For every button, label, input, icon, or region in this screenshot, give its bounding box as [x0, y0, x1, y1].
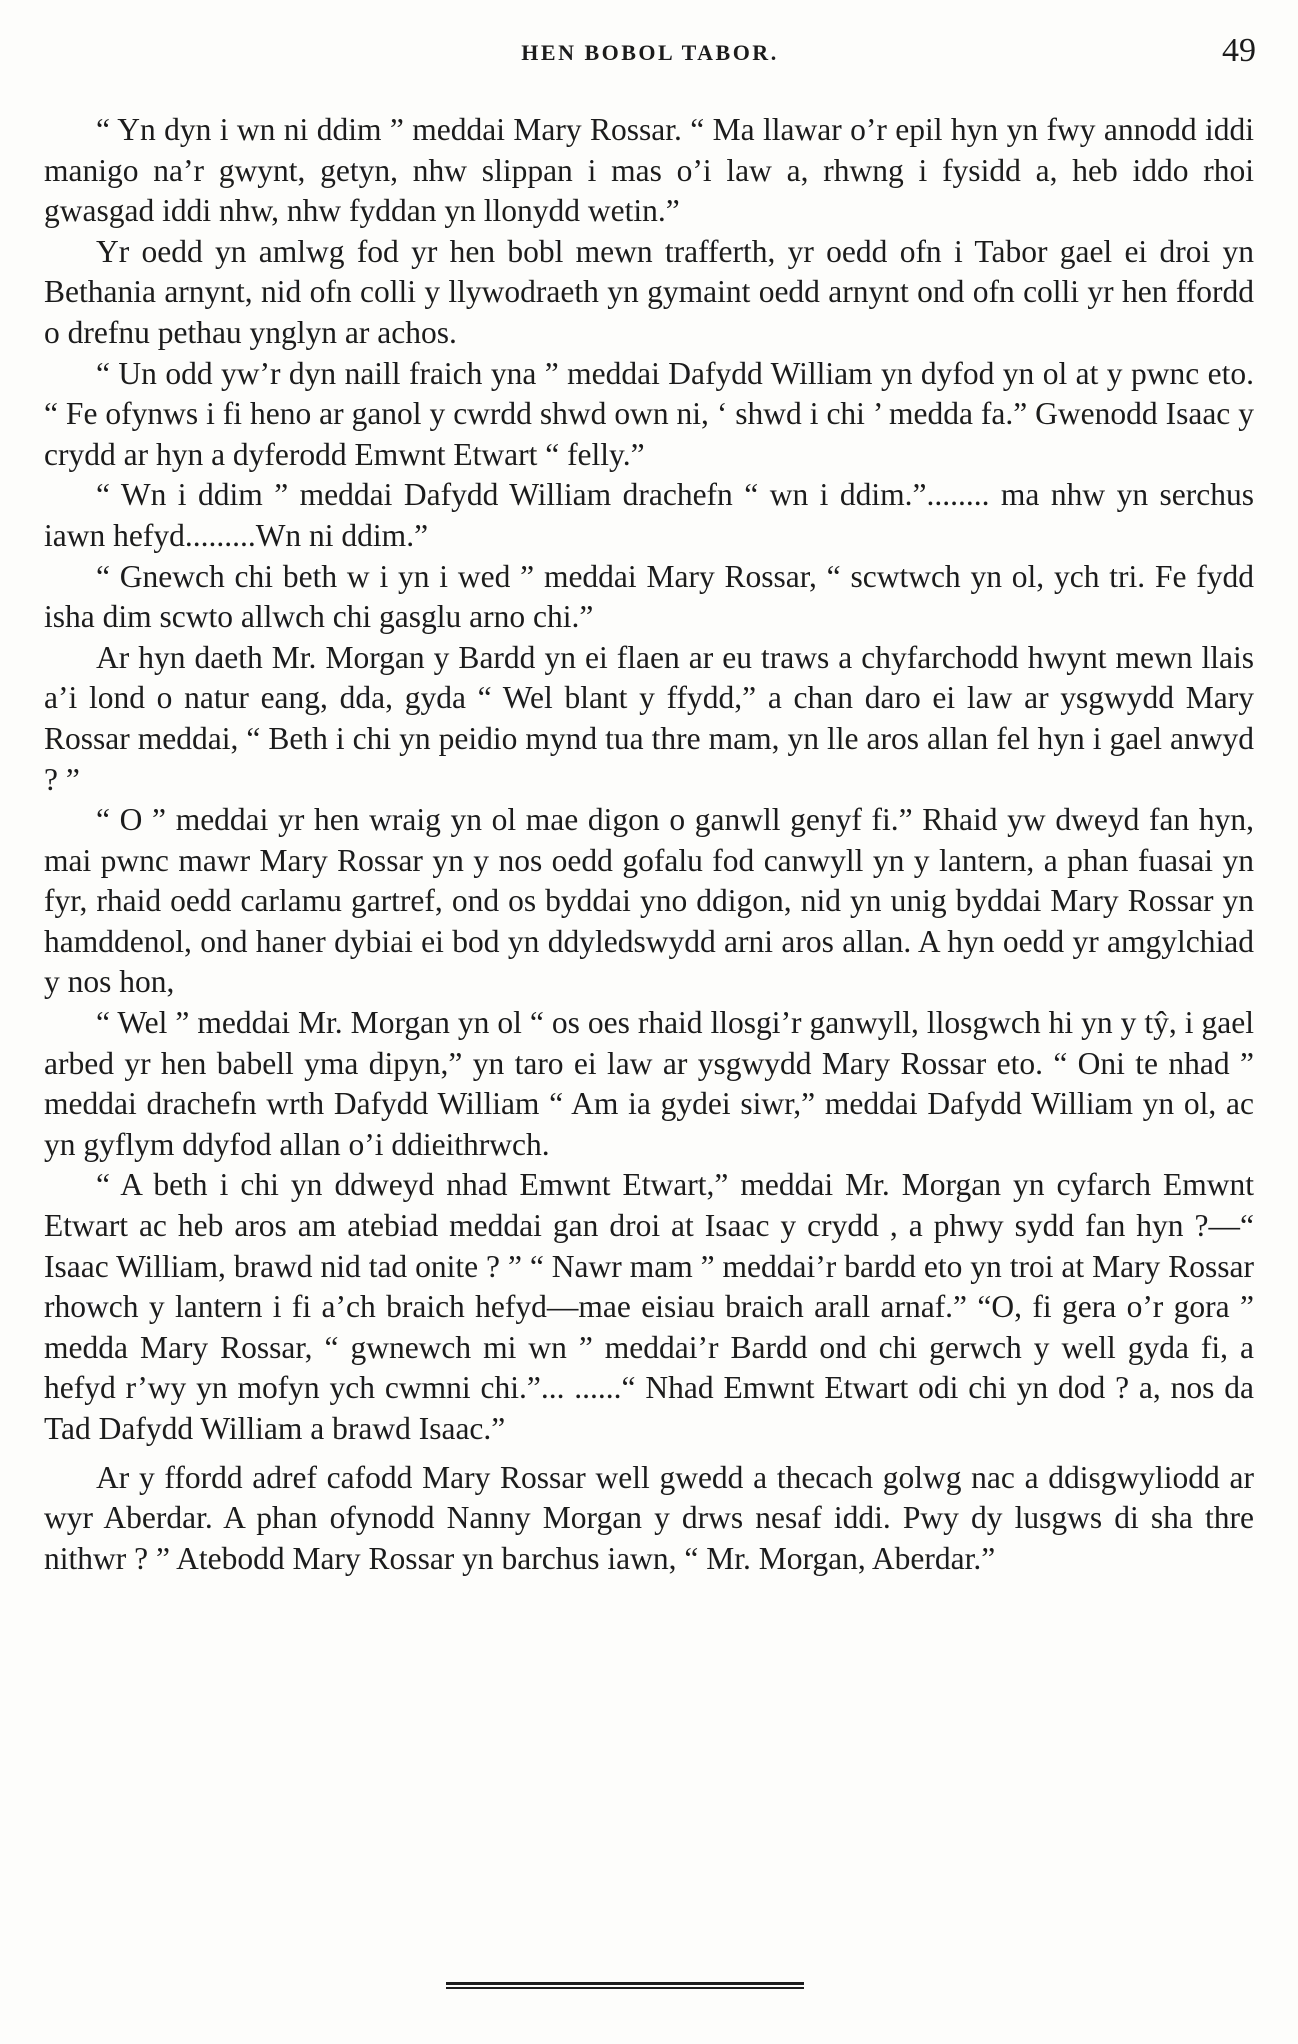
section-end-rule [446, 1982, 804, 1990]
running-title: HEN BOBOL TABOR. [521, 40, 779, 65]
paragraph-2: Yr oedd yn amlwg fod yr hen bobl mewn trafferth, yr oedd ofn i Tabor gael ei droi yn Bethania arnynt, nid ofn colli y llywodraeth yn gymaint oedd arnynt ond ofn colli yr hen ffordd o drefnu pethau ynglyn ar achos. [44, 233, 1254, 350]
paragraph-10: Ar y ffordd adref cafodd Mary Rossar well gwedd a thecach golwg nac a ddisgwyliodd ar wyr Aberdar. A phan ofynodd Nanny Morgan y drws nesaf iddi. Pwy dy lusgws di sha thre nithwr ? ” Atebodd Mary Rossar yn barchus iawn, “ Mr. Morgan, Aberdar.” [44, 1459, 1254, 1576]
paragraph-8: “ Wel ” meddai Mr. Morgan yn ol “ os oes rhaid llosgi’r ganwyll, llosgwch hi yn y tŷ, i gael arbed yr hen babell yma dipyn,” yn taro ei law ar ysgwydd Mary Rossar eto. “ Oni te nhad ” meddai drachefn wrth Dafydd William “ Am ia gydei siwr,” meddai Dafydd William yn ol, ac yn gyflym ddyfod allan o’i ddieithrwch. [44, 1005, 1254, 1162]
paragraph-7: “ O ” meddai yr hen wraig yn ol mae digon o ganwll genyf fi.” Rhaid yw dweyd fan hyn, mai pwnc mawr Mary Rossar yn y nos oedd gofalu fod canwyll yn y lantern, a phan fuasai yn fyr, rhaid oedd carlamu gartref, ond os byddai yno ddigon, nid yn unig byddai Mary Rossar yn hamddenol, ond haner dybiai ei bod yn ddyledswydd arni aros allan. A hyn oedd yr amgylchiad y nos hon, [44, 802, 1254, 1000]
rule-line-bottom [446, 1987, 804, 1989]
paragraph-9: “ A beth i chi yn ddweyd nhad Emwnt Etwart,” meddai Mr. Morgan yn cyfarch Emwnt Etwart ac heb aros am atebiad meddai gan droi at Isaac y crydd , a phwy sydd fan hyn ?—“ Isaac William, brawd nid tad onite ? ” “ Nawr mam ” meddai’r bardd eto yn troi at Mary Rossar rhowch y lantern i fi a’ch braich hefyd—mae eisiau braich arall arnaf.” “O, fi gera o’r gora ” medda Mary Rossar, “ gwnewch mi wn ” meddai’r Bardd ond chi gerwch y well gyda fi, a hefyd r’wy yn mofyn ych cwmni chi.”... ......“ Nhad Emwnt Etwart odi chi yn dod ? a, nos da Tad Dafydd William a brawd Isaac.” [44, 1167, 1254, 1446]
paragraph-5: “ Gnewch chi beth w i yn i wed ” meddai Mary Rossar, “ scwtwch yn ol, ych tri. Fe fydd isha dim scwto allwch chi gasglu arno chi.” [44, 558, 1254, 635]
rule-line-top [446, 1982, 804, 1985]
paragraph-6: Ar hyn daeth Mr. Morgan y Bardd yn ei flaen ar eu traws a chyfarchodd hwynt mewn llais a’i lond o natur eang, dda, gyda “ Wel blant y ffydd,” a chan daro ei law ar ysgwydd Mary Rossar meddai, “ Beth i chi yn peidio mynd tua thre mam, yn lle aros allan fel hyn i gael anwyd ? ” [44, 639, 1254, 797]
paragraph-3: “ Un odd yw’r dyn naill fraich yna ” meddai Dafydd William yn dyfod yn ol at y pwnc eto. “ Fe ofynws i fi heno ar ganol y cwrdd shwd own ni, ‘ shwd i chi ’ medda fa.” Gwenodd Isaac y crydd ar hyn a dyferodd Emwnt Etwart “ felly.” [44, 355, 1254, 472]
paragraph-4: “ Wn i ddim ” meddai Dafydd William drachefn “ wn i ddim.”........ ma nhw yn serchus iawn hefyd.........Wn ni ddim.” [44, 477, 1254, 553]
running-head [44, 30, 1256, 74]
page-number: 49 [1222, 32, 1256, 69]
body-text [44, 110, 1254, 1579]
paragraph-1: “ Yn dyn i wn ni ddim ” meddai Mary Rossar. “ Ma llawar o’r epil hyn yn fwy annodd iddi manigo na’r gwynt, getyn, nhw slippan i mas o’i law a, rhwng i fysidd a, heb iddo rhoi gwasgad iddi nhw, nhw fyddan yn llonydd wetin.” [44, 112, 1254, 229]
